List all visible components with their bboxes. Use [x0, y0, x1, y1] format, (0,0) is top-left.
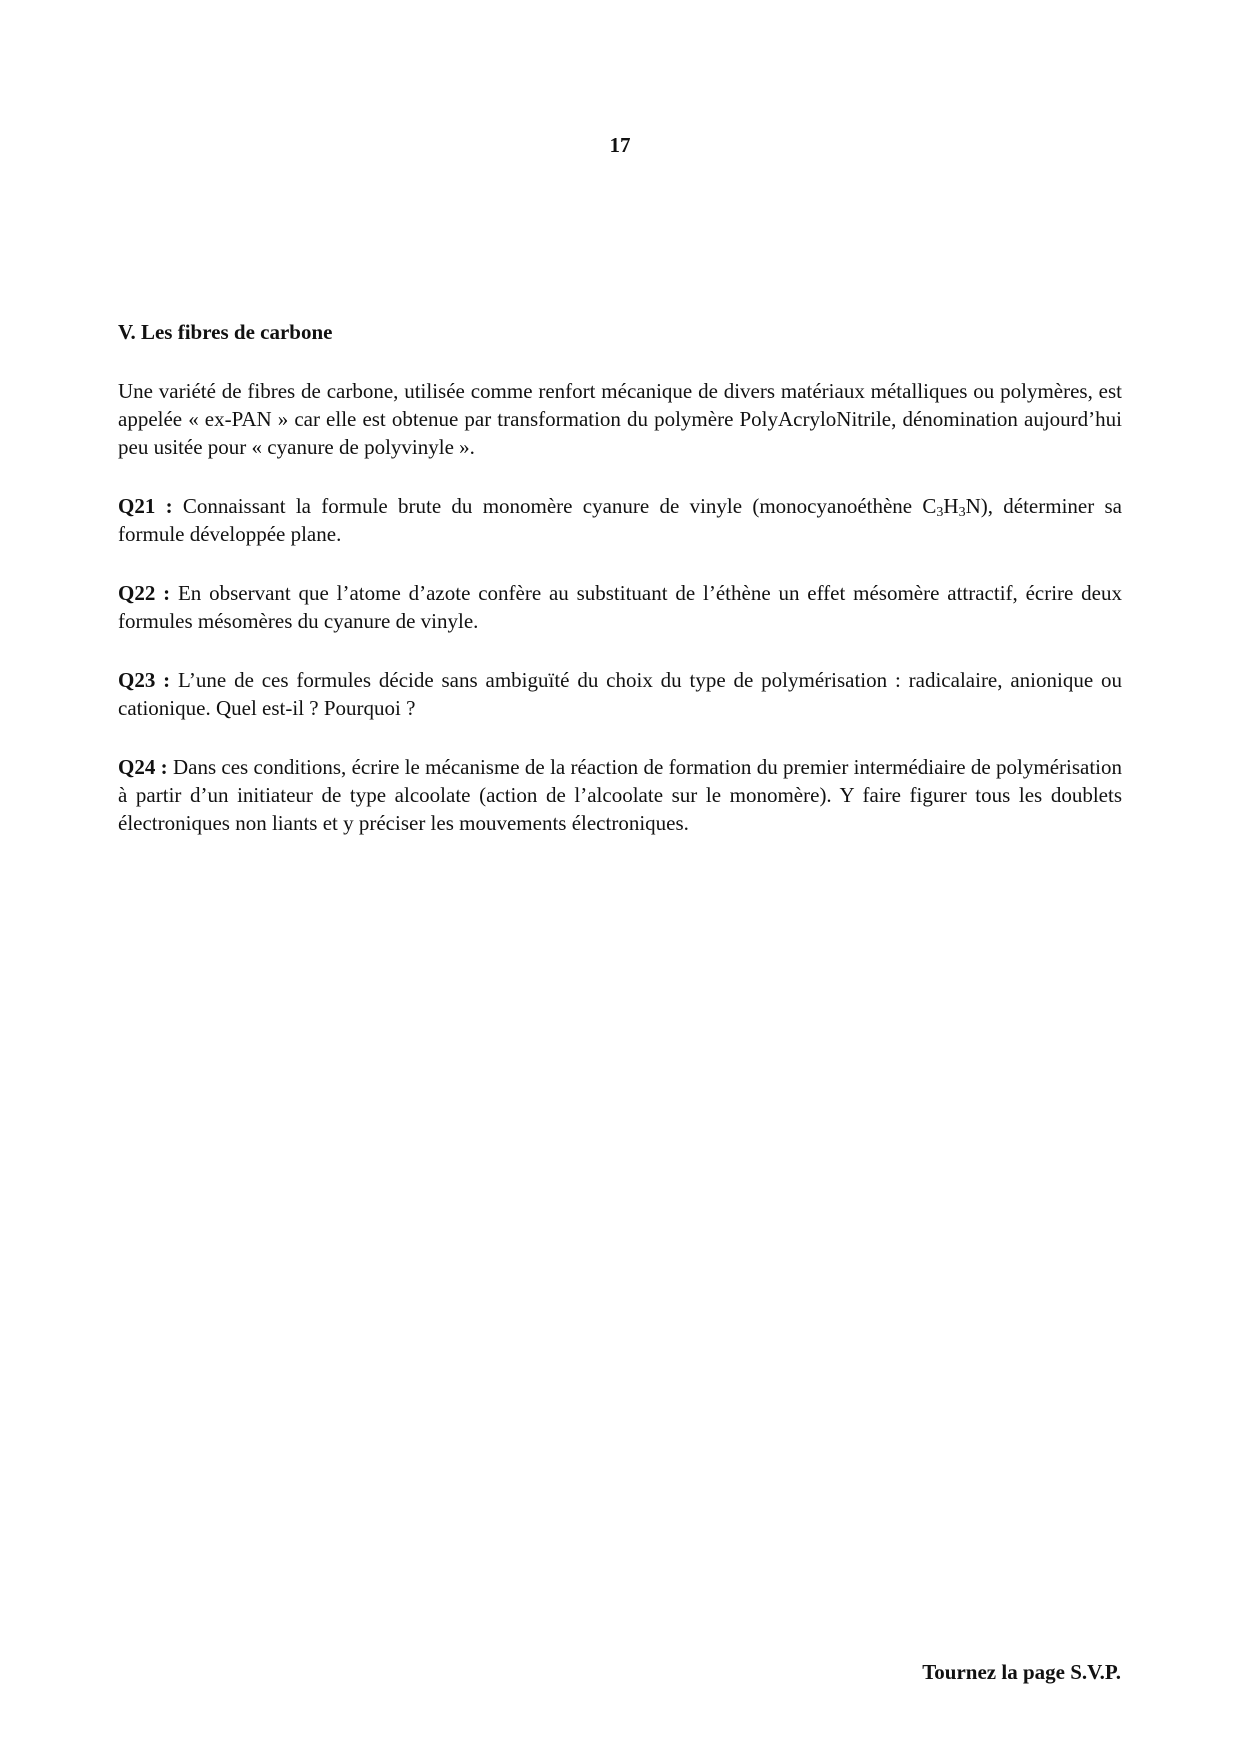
question-label: Q23 :	[118, 668, 171, 692]
question-text: Connaissant la formule brute du monomère cyanure de vinyle (monocyanoéthène C	[172, 494, 937, 518]
formula-element: H	[943, 494, 959, 518]
formula-element: N	[965, 494, 981, 518]
question-text: L’une de ces formules décide sans ambiguïté du choix du type de polymérisation : radicalaire, anionique ou cationique. Quel est-il ? Pourquoi ?	[118, 668, 1122, 720]
question-q23	[118, 666, 1122, 722]
formula-subscript: 3	[936, 505, 944, 520]
page-number: 17	[609, 133, 631, 157]
question-q24	[118, 753, 1122, 837]
question-label: Q21 :	[118, 494, 173, 518]
question-text: ), déterminer sa formule développée plane.	[118, 494, 1122, 546]
question-text: Dans ces conditions, écrire le mécanisme de la réaction de formation du premier intermédiaire de polymérisation à partir d’un initiateur de type alcoolate (action de l’alcoolate sur le monomère). Y faire figurer tous les doublets électroniques non liants et y préciser les mouvements électroniques.	[118, 755, 1122, 835]
question-q21	[118, 492, 1122, 548]
turn-page-note: Tournez la page S.V.P.	[922, 1660, 1121, 1684]
question-label: Q22 :	[118, 581, 171, 605]
question-q22	[118, 579, 1122, 635]
section-title: V. Les fibres de carbone	[118, 320, 333, 344]
formula-subscript: 3	[958, 505, 966, 520]
question-text: En observant que l’atome d’azote confère au substituant de l’éthène un effet mésomère attractif, écrire deux formules mésomères du cyanure de vinyle.	[118, 581, 1122, 633]
document-body	[118, 318, 1122, 868]
question-label: Q24 :	[118, 755, 168, 779]
intro-paragraph: Une variété de fibres de carbone, utilisée comme renfort mécanique de divers matériaux métalliques ou polymères, est appelée « ex-PAN » car elle est obtenue par transformation du polymère PolyAcryloNitrile, dénomination aujourd’hui peu usitée pour « cyanure de polyvinyle ».	[118, 379, 1122, 459]
